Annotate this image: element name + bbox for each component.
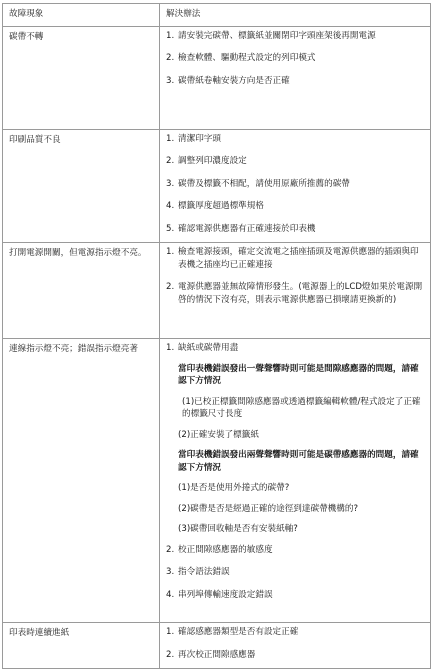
problem-cell: 碳帶不轉 [3,26,160,129]
problem-cell: 連線指示燈不亮；錯誤指示燈亮著 [3,339,160,623]
solution-item: 3. 碳帶及標籤不相配，請使用原廠所推薦的碳帶 [166,178,350,189]
table-row [3,339,431,623]
table-header-row [3,4,431,27]
solution-cell [160,623,431,669]
solution-item: 3. 指令語法錯誤 [166,567,230,577]
check-item: (1)已校正標籤間隙感應器或透過標籤編輯軟體/程式設定了正確的標籤尺寸長度 [182,396,421,419]
check-item: (2)正確安裝了標籤紙 [178,429,259,440]
solution-item: 3. 碳帶紙卷軸安裝方向是否正確 [166,75,290,86]
solution-item: 4. 串列埠傳輸速度設定錯誤 [166,589,273,600]
troubleshooting-document [2,3,430,669]
solution-item: 1. 請安裝完碳帶、標籤紙並關閉印字頭座架後再開電源 [166,30,376,41]
solution-item: 1. 缺紙或碳帶用盡 [166,343,239,353]
solution-item: 2. 電源供應器並無故障情形發生。(電源器上的LCD燈如果於電源開啓的情況下沒有亮，則表示電源供應器已損壞請更換新的) [166,282,423,305]
solution-item: 1. 清潔印字頭 [166,133,221,144]
table-row [3,26,431,129]
check-item: (1)是否是使用外捲式的碳帶? [178,483,290,493]
check-item: (3)碳帶回收軸是否有安裝紙軸? [178,524,298,534]
solution-item: 4. 標籤厚度超過標準規格 [166,201,264,211]
problem-cell: 印表時連續進紙 [3,623,160,669]
solution-item: 2. 調整列印濃度設定 [166,156,247,166]
solution-cell [160,243,431,339]
solution-item: 1. 檢查電源接頭，確定交流電之插座插頭及電源供應器的插頭與印表機之插座均已正確連接 [166,247,419,270]
problem-cell: 印刷品質不良 [3,129,160,243]
table-row [3,623,431,669]
solution-cell [160,129,431,243]
header-solution: 解決辦法 [160,4,431,27]
solution-cell [160,339,431,623]
gap-sensor-note: 當印表機錯誤發出一聲聲響時則可能是間隙感應器的問題，請確認下方情況 [178,363,419,386]
check-item: (2)碳帶是否是經過正確的途徑到達碳帶機構的? [178,503,359,514]
solution-item: 1. 確認感應器類型是否有設定正確 [166,627,299,637]
table-row [3,243,431,339]
solution-item: 2. 校正間隙感應器的敏感度 [166,544,273,555]
solution-item: 2. 再次校正間隙感應器 [166,649,256,660]
problem-cell: 打開電源開關，但電源指示燈不亮。 [3,243,160,339]
ribbon-sensor-note: 當印表機錯誤發出兩聲聲響時則可能是碳帶感應器的問題，請確認下方情況 [178,450,419,473]
solution-cell [160,26,431,129]
header-problem: 故障現象 [3,4,160,27]
troubleshooting-table [2,3,431,669]
solution-item: 2. 檢查軟體、驅動程式設定的列印模式 [166,53,316,63]
solution-item: 5. 確認電源供應器有正確連接於印表機 [166,223,316,234]
table-row [3,129,431,243]
